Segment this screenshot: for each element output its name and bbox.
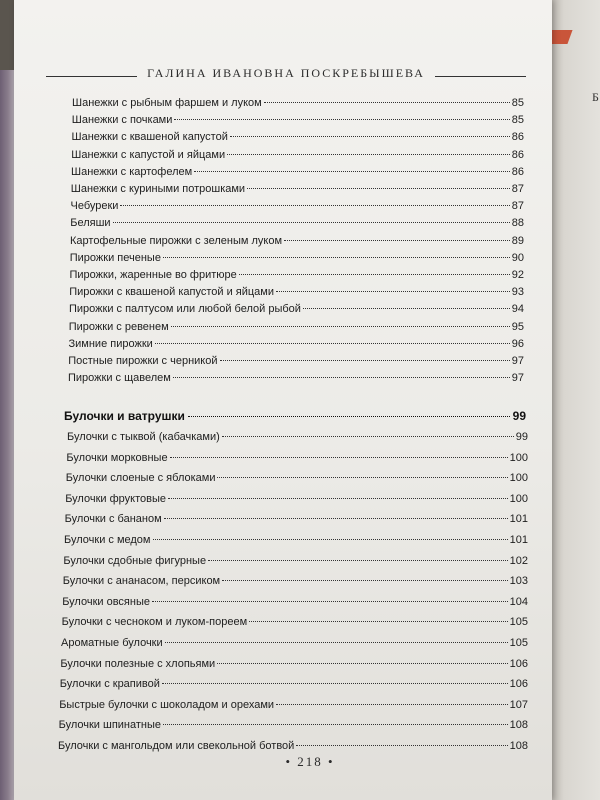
toc-entry-title: Булочки с крапивой [59,678,160,691]
toc-entry [69,303,524,319]
toc-entry [69,321,524,337]
toc-entry [71,166,524,182]
toc-entry-title: Пирожки с ревенем [68,320,169,333]
toc-entry [63,555,528,571]
toc-entry [69,286,524,302]
toc-entry-title: Пирожки с квашеной капустой и яйцами [69,286,274,299]
leader-dots [173,377,510,378]
running-header [46,63,526,83]
toc-entry-page: 101 [509,534,528,546]
toc-entry-title: Булочки с ананасом, персиком [62,575,221,588]
toc-entry-title: Булочки сдобные фигурные [63,554,207,567]
section-title: Булочки и ватрушки [64,409,185,423]
leader-dots [164,518,508,519]
toc-entry-page: 105 [509,616,528,629]
toc-entry [59,699,528,715]
section-page: 99 [512,409,526,423]
toc-entry-page: 107 [509,698,528,711]
leader-dots [276,291,510,292]
leader-dots [217,663,507,664]
toc-entry-page: 103 [509,575,528,588]
toc-entry-title: Булочки с чесноком и луком-пореем [61,616,248,629]
leader-dots [249,621,507,622]
toc-entry [63,575,528,591]
toc-entry-title: Шанежки с рыбным фаршем и луком [72,97,262,109]
leader-dots [120,205,509,206]
facing-page-letter: Б [592,90,599,104]
leader-dots [171,326,510,327]
toc-entry [70,217,524,233]
leader-dots [113,222,510,223]
toc-entry-page: 95 [511,320,524,333]
toc-entry-page: 105 [509,637,528,649]
leader-dots [296,745,507,746]
leader-dots [247,188,510,189]
toc-entry-title: Булочки с бананом [64,513,162,526]
toc-entry [66,472,528,488]
leader-dots [303,308,510,309]
toc-entry [70,252,524,268]
toc-entry-title: Картофельные пирожки с зеленым луком [70,234,283,247]
toc-entry [62,616,528,632]
leader-dots [208,560,508,561]
toc-entry [72,131,525,147]
leader-dots [239,274,510,275]
toc-entry-title: Булочки с мангольдом или свекольной ботвой [58,740,295,752]
page-number: • 218 • [285,754,335,769]
toc-entry [71,149,524,165]
toc-entry-title: Шанежки с куриными потрошками [70,183,246,195]
toc-entry-page: 85 [511,114,524,127]
leader-dots [153,539,508,540]
toc-entry [62,596,528,612]
toc-entry-page: 85 [511,97,524,109]
toc-section-heading [64,409,526,427]
toc-entry [72,114,524,130]
toc-entry-page: 100 [509,492,528,505]
toc-entry-title: Шанежки с почками [71,114,173,127]
toc-entry-page: 94 [511,303,524,316]
toc-entry [65,513,528,529]
toc-entry-page: 97 [511,372,524,385]
leader-dots [170,457,508,458]
header-author: ГАЛИНА ИВАНОВНА ПОСКРЕБЫШЕВА [147,65,425,80]
toc-entry-page: 108 [509,719,528,732]
toc-entry-page: 106 [509,678,528,691]
toc-entry [68,372,524,388]
leader-dots [163,724,508,725]
toc-entry [70,269,525,285]
leader-dots [284,240,510,241]
toc-entry-title: Булочки фруктовые [65,492,166,505]
toc-entry-title: Шанежки с квашеной капустой [71,131,228,144]
toc-entry-title: Беляши [70,217,111,230]
header-rule-left [46,76,137,77]
leader-dots [194,171,510,172]
toc-entry-title: Булочки шпинатные [58,719,162,732]
toc-entry-title: Булочки полезные с хлопьями [60,657,216,670]
toc-entry [70,235,524,251]
toc-entry-page: 96 [511,337,524,350]
toc-entry-page: 86 [511,131,524,144]
toc-entry-title: Пирожки, жаренные во фритюре [69,269,237,281]
leader-dots [222,436,514,437]
toc-entry [66,452,528,468]
leader-dots [276,704,508,705]
toc-entry-page: 108 [509,740,528,752]
toc-entry-title: Булочки морковные [66,451,168,464]
toc-entry-page: 93 [511,286,524,299]
toc-entry-page: 99 [515,431,528,443]
leader-dots [217,477,507,478]
leader-dots [222,580,508,581]
toc-entry-title: Булочки слоеные с яблоками [65,472,216,485]
toc-entry [60,678,528,694]
toc-entry [68,355,524,371]
toc-entry [65,493,528,509]
toc-entry-page: 90 [511,251,524,264]
leader-dots [227,154,510,155]
header-rule-right [435,76,526,77]
toc-entry-page: 100 [509,451,528,464]
toc-entry-title: Шанежки с капустой и яйцами [71,148,226,161]
leader-dots [220,360,510,361]
toc-entry-title: Булочки с тыквой (кабачками) [67,431,220,443]
toc-entry-title: Ароматные булочки [61,637,163,649]
leader-dots [168,498,508,499]
toc-entry-title: Пирожки печеные [69,251,161,264]
toc-entry-page: 106 [509,657,528,670]
toc-entry [61,637,528,653]
toc-entry-title: Пирожки с щавелем [68,372,171,385]
toc-entry-page: 86 [511,165,524,178]
toc-entry-title: Постные пирожки с черникой [68,355,218,367]
toc-entry-page: 87 [511,183,524,195]
toc-entry-page: 89 [511,234,524,247]
toc-entry [71,200,525,216]
toc-entry-page: 97 [511,355,524,367]
toc-entry-page: 87 [511,200,524,213]
leader-dots [188,416,510,417]
toc-entry-title: Булочки с медом [64,534,151,546]
toc-entry-title: Шанежки с картофелем [71,165,193,178]
toc-entry-title: Булочки овсяные [62,595,150,608]
toc-entry-title: Чебуреки [70,200,119,213]
toc-entry-page: 101 [509,513,528,526]
toc-entry [59,719,528,735]
toc-entry [69,338,525,354]
toc-entry-page: 104 [509,595,528,608]
leader-dots [152,601,508,602]
toc-entry [60,658,528,674]
leader-dots [264,102,510,103]
toc-entry [64,534,528,550]
toc-entry-page: 92 [511,269,524,281]
toc-entry [67,431,528,447]
toc-entry-page: 100 [509,472,528,485]
leader-dots [162,683,508,684]
leader-dots [163,257,510,258]
toc-entry-title: Пирожки с палтусом или любой белой рыбой [69,303,301,316]
toc-entry [72,97,524,113]
leader-dots [165,642,508,643]
facing-page [552,0,600,800]
toc-entry-page: 102 [509,554,528,567]
toc-entry [71,183,524,199]
leader-dots [155,343,510,344]
leader-dots [230,136,510,137]
toc-entry-title: Зимние пирожки [68,337,153,350]
toc-entry-page: 88 [511,217,524,230]
toc-entry-page: 86 [511,148,524,161]
leader-dots [174,119,509,120]
toc-entry-title: Быстрые булочки с шоколадом и орехами [59,698,275,711]
